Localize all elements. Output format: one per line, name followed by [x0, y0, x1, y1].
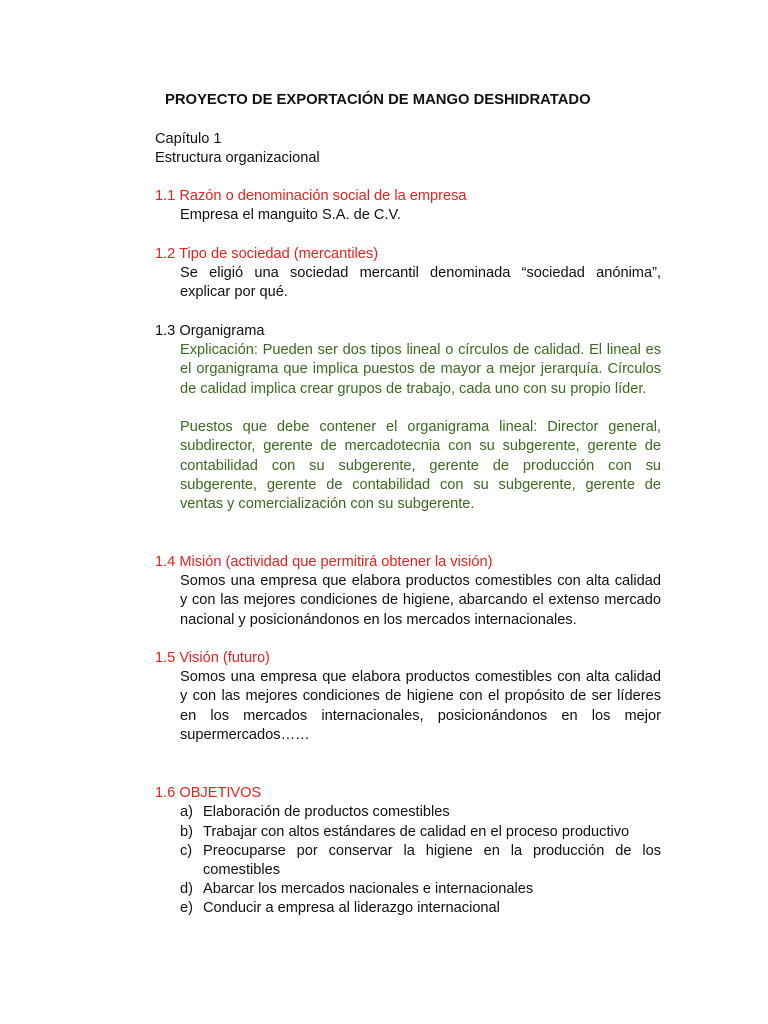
section-1-2-body: Se eligió una sociedad mercantil denominada “sociedad anónima”, explicar por qué.	[180, 265, 661, 301]
section-1-4-body: Somos una empresa que elabora productos comestibles con alta calidad y con las mejores condiciones de higiene, abarcando el extenso mercado nacional y posicionándonos en los mercados internacionales.	[180, 573, 661, 628]
chapter-label: Capítulo 1	[155, 131, 222, 147]
objective-text: Preocuparse por conservar la higiene en la producción de los comestibles	[203, 843, 661, 879]
objective-item	[180, 803, 661, 822]
objective-item	[180, 880, 661, 899]
objective-marker: a)	[180, 804, 193, 820]
chapter-subtitle: Estructura organizacional	[155, 150, 320, 166]
objective-item	[180, 842, 661, 880]
objective-text: Conducir a empresa al liderazgo internacional	[203, 900, 500, 916]
section-1-3-explanation: Explicación: Pueden ser dos tipos lineal o círculos de calidad. El lineal es el organigrama que implica puestos de mayor a mejor jerarquía. Círculos de calidad implica crear grupos de trabajo, cada uno con su propio líder.	[180, 342, 661, 397]
objective-marker: c)	[180, 843, 193, 859]
section-1-5-heading: 1.5 Visión (futuro)	[155, 650, 270, 666]
objective-marker: d)	[180, 881, 193, 897]
objective-item	[180, 823, 661, 842]
section-1-4-heading: 1.4 Misión (actividad que permitirá obtener la visión)	[155, 554, 493, 570]
section-1-1-body: Empresa el manguito S.A. de C.V.	[180, 207, 401, 223]
section-1-2-heading: 1.2 Tipo de sociedad (mercantiles)	[155, 246, 379, 262]
objective-text: Abarcar los mercados nacionales e internacionales	[203, 881, 534, 897]
objective-text: Trabajar con altos estándares de calidad en el proceso productivo	[203, 824, 630, 840]
section-1-1-heading: 1.1 Razón o denominación social de la empresa	[155, 188, 467, 204]
objective-marker: e)	[180, 900, 193, 916]
objective-text: Elaboración de productos comestibles	[203, 804, 450, 820]
section-1-5-body: Somos una empresa que elabora productos comestibles con alta calidad y con las mejores condiciones de higiene con el propósito de ser líderes en los mercados internacionales, posicionándonos en los mejor supermercados……	[180, 669, 661, 743]
objective-marker: b)	[180, 824, 193, 840]
document-title: PROYECTO DE EXPORTACIÓN DE MANGO DESHIDRATADO	[165, 92, 591, 108]
section-1-6-heading: 1.6 OBJETIVOS	[155, 785, 262, 801]
objective-item	[180, 899, 661, 918]
section-1-3-heading: 1.3 Organigrama	[155, 323, 265, 339]
section-1-3-positions: Puestos que debe contener el organigrama lineal: Director general, subdirector, gerente de mercadotecnia con su subgerente, gerente de contabilidad con su subgerente, gerente de producción con su subgerente, gerente de contabilidad con su subgerente, gerente de ventas y comercialización con su subgerente.	[180, 419, 661, 513]
